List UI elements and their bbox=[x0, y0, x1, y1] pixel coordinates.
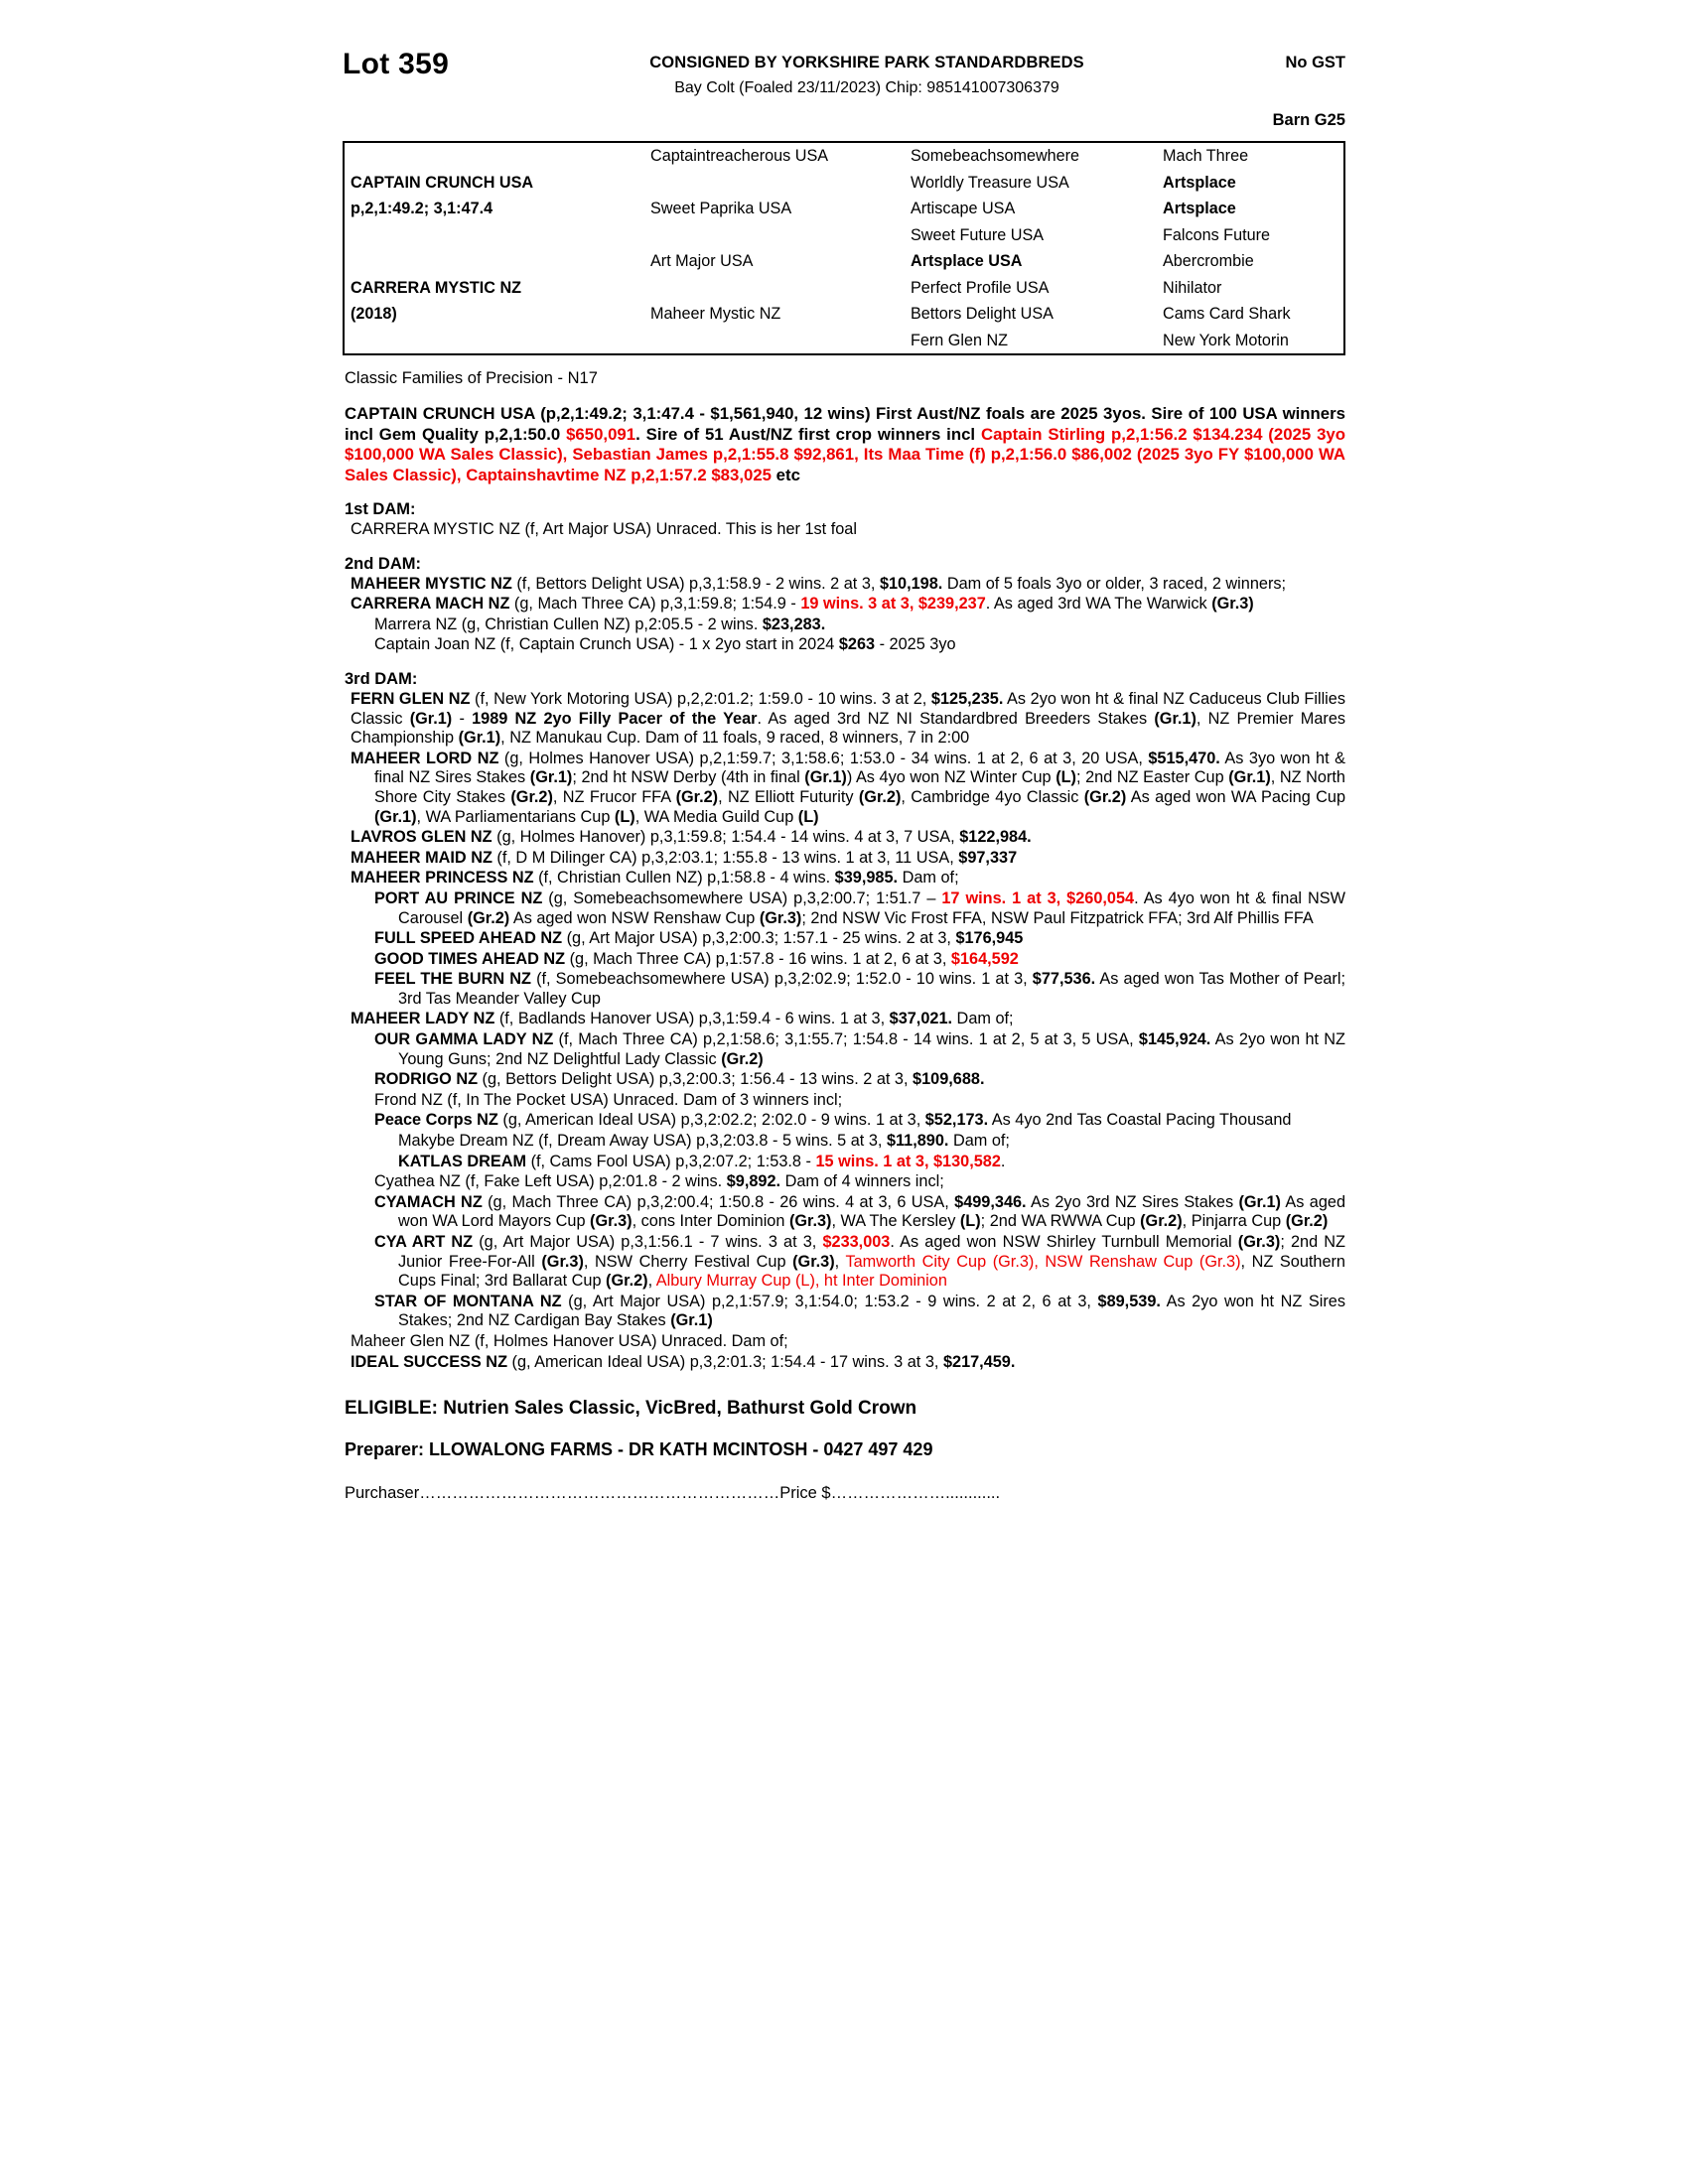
third-dam-entry-text: Makybe Dream NZ (f, Dream Away USA) p,3,2:03.8 - 5 wins. 5 at 3, $11,890. Dam of; bbox=[398, 1132, 1010, 1151]
third-dam-entry-text: (g, American Ideal USA) p,3,2:01.3; 1:54.4 - 17 wins. 3 at 3, $217,459. bbox=[507, 1352, 1016, 1371]
third-dam-entry-text: (f, New York Motoring USA) p,2,2:01.2; 1:59.0 - 10 wins. 3 at 2, $125,235. As 2yo won ht & final NZ Caduceus Club Fillies Classic (Gr.1) - 1989 NZ 2yo Filly Pacer of the Year. As aged 3rd NZ NI Standardbred Breeders Stakes (Gr.1), NZ Premier Mares Championship (Gr.1), NZ Manukau Cup. Dam of 11 foals, 9 raced, 8 winners, 7 in 2:00 bbox=[351, 689, 1346, 748]
pedigree-cell-gen4: Artsplace bbox=[1163, 200, 1236, 217]
pedigree-cell-gen1 bbox=[345, 248, 644, 275]
third-dam-entry-name: FEEL THE BURN NZ bbox=[374, 970, 531, 989]
third-dam-entry-text: (f, Badlands Hanover USA) p,3,1:59.4 - 6 wins. 1 at 3, $37,021. Dam of; bbox=[494, 1010, 1014, 1028]
third-dam-entry-text: (g, Art Major USA) p,3,1:56.1 - 7 wins. 3 at 3, bbox=[473, 1233, 823, 1251]
pedigree-cell-gen2: Captaintreacherous USA bbox=[650, 147, 829, 165]
pedigree-cell-gen2 bbox=[644, 328, 905, 354]
third-dam-entry-name: PORT AU PRINCE NZ bbox=[374, 888, 543, 907]
pedigree-cell-gen1: p,2,1:49.2; 3,1:47.4 bbox=[351, 200, 493, 217]
second-dam-entry-name: CARRERA MACH NZ bbox=[351, 595, 510, 614]
second-dam-entry-text: Captain Joan NZ (f, Captain Crunch USA) - 1 x 2yo start in 2024 $263 - 2025 3yo bbox=[374, 635, 956, 654]
third-dam-entry-text: Frond NZ (f, In The Pocket USA) Unraced. Dam of 3 winners incl; bbox=[374, 1090, 843, 1109]
third-dam-entry-text: (g, Art Major USA) p,3,2:00.3; 1:57.1 - 25 wins. 2 at 3, $176,945 bbox=[562, 929, 1024, 948]
third-dam-entry-name: CYAMACH NZ bbox=[374, 1192, 483, 1211]
third-dam-entry-text-2: . As 4yo won ht & final NSW Carousel (Gr.2) As aged won NSW Renshaw Cup (Gr.3); 2nd NSW Vic Frost FFA, NSW Paul Fitzpatrick FFA; 3rd Alf Phillis FFA bbox=[398, 888, 1345, 927]
second-dam-entry-highlight: 19 wins. 3 at 3, $239,237 bbox=[800, 595, 986, 614]
third-dam-entry-text: (f, Cams Fool USA) p,3,2:07.2; 1:53.8 - bbox=[526, 1152, 816, 1170]
pedigree-row bbox=[345, 328, 1381, 354]
sire-paragraph bbox=[343, 404, 1345, 485]
third-dam-entry-text-2: . bbox=[1000, 1152, 1006, 1170]
gst-status: No GST bbox=[1285, 54, 1345, 71]
third-dam-entry-name: FULL SPEED AHEAD NZ bbox=[374, 929, 563, 948]
pedigree-cell-gen3: Artsplace USA bbox=[911, 252, 1023, 270]
third-dam-entry-name: MAHEER LORD NZ bbox=[351, 749, 499, 767]
sire-text-1: CAPTAIN CRUNCH USA (p,2,1:49.2; 3,1:47.4 - $1,561,940, 12 wins) First Aust/NZ foals are 2025 3yos. Sire of 100 USA winners incl Gem Quality p,2,1:50.0 bbox=[345, 404, 1345, 444]
pedigree-cell-gen4: Artsplace bbox=[1163, 173, 1236, 192]
second-dam-heading: 2nd DAM: bbox=[345, 554, 421, 573]
pedigree-row bbox=[345, 275, 1381, 302]
third-dam-entry-text: (f, D M Dilinger CA) p,3,2:03.1; 1:55.8 - 13 wins. 1 at 3, 11 USA, $97,337 bbox=[492, 848, 1018, 867]
third-dam-entry bbox=[343, 1293, 1345, 1331]
third-dam-entry bbox=[343, 1010, 1345, 1029]
pedigree-cell-gen2 bbox=[644, 170, 905, 197]
pedigree-cell-gen3: Worldly Treasure USA bbox=[911, 173, 1069, 192]
pedigree-cell-gen4: Abercrombie bbox=[1163, 252, 1254, 270]
third-dam-entry bbox=[343, 1153, 1345, 1172]
horse-description: Bay Colt (Foaled 23/11/2023) Chip: 985141007306379 bbox=[674, 79, 1059, 96]
third-dam-entry-highlight-3: Albury Murray Cup (L), ht Inter Dominion bbox=[655, 1272, 947, 1291]
third-dam-entry-text: (f, Mach Three CA) p,2,1:58.6; 3,1:55.7; 1:54.8 - 14 wins. 1 at 2, 5 at 3, 5 USA, $145,924. As 2yo won ht NZ Young Guns; 2nd NZ Delightful Lady Classic (Gr.2) bbox=[398, 1030, 1345, 1068]
third-dam-entries bbox=[343, 690, 1345, 1372]
third-dam-entry-text: (g, Mach Three CA) p,3,2:00.4; 1:50.8 - 26 wins. 4 at 3, 6 USA, $499,346. As 2yo 3rd NZ Sires Stakes (Gr.1) As aged won WA Lord Mayors Cup (Gr.3), cons Inter Dominion (Gr.3), WA The Kersley (L); 2nd WA RWWA Cup (Gr.2), Pinjarra Cup (Gr.2) bbox=[398, 1192, 1345, 1231]
third-dam-entry bbox=[343, 970, 1345, 1009]
third-dam-entry-highlight: 17 wins. 1 at 3, $260,054 bbox=[941, 888, 1135, 907]
preparer-line: Preparer: LLOWALONG FARMS - DR KATH MCINTOSH - 0427 497 429 bbox=[345, 1439, 933, 1460]
third-dam-entry-text-2: . As aged won NSW Shirley Turnbull Memorial (Gr.3); 2nd NZ Junior Free-For-All (Gr.3), NSW Cherry Festival Cup (Gr.3), bbox=[398, 1233, 1345, 1271]
second-dam-entry-text: (g, Mach Three CA) p,3,1:59.8; 1:54.9 - bbox=[509, 595, 801, 614]
pedigree-cell-gen2: Maheer Mystic NZ bbox=[650, 305, 781, 323]
pedigree-cell-gen1 bbox=[345, 143, 644, 170]
second-dam-entries bbox=[343, 575, 1345, 655]
pedigree-cell-gen1 bbox=[345, 222, 644, 249]
pedigree-row bbox=[345, 143, 1381, 170]
third-dam-entry bbox=[343, 1233, 1345, 1292]
pedigree-cell-gen3: Sweet Future USA bbox=[911, 225, 1045, 244]
pedigree-cell-gen1 bbox=[345, 328, 644, 354]
pedigree-cell-gen4: Falcons Future bbox=[1163, 225, 1270, 244]
pedigree-cell-gen3: Artiscape USA bbox=[911, 200, 1016, 217]
sire-highlight-2: Captain Stirling p,2,1:56.2 $134.234 (2025 3yo $100,000 WA Sales Classic), Sebastian James p,2,1:55.8 $92,861, Its Maa Time (f) p,2,1:56.0 $86,002 (2025 3yo FY $100,000 WA Sales Classic), Captainshavtime NZ p,2,1:57.2 $83,025 bbox=[345, 424, 1345, 484]
third-dam-entry-name: RODRIGO NZ bbox=[374, 1070, 479, 1089]
family-line: Classic Families of Precision - N17 bbox=[345, 369, 598, 387]
third-dam-entry bbox=[343, 750, 1345, 827]
second-dam-entry-text-2: . As aged 3rd WA The Warwick (Gr.3) bbox=[985, 595, 1254, 614]
second-dam-entry bbox=[343, 615, 1345, 635]
third-dam-entry-text: Cyathea NZ (f, Fake Left USA) p,2:01.8 - 2 wins. $9,892. Dam of 4 winners incl; bbox=[374, 1172, 944, 1191]
third-dam-entry-text: (f, Christian Cullen NZ) p,1:58.8 - 4 wins. $39,985. Dam of; bbox=[533, 869, 959, 887]
second-dam-entry-text: (f, Bettors Delight USA) p,3,1:58.9 - 2 wins. 2 at 3, $10,198. Dam of 5 foals 3yo or older, 3 raced, 2 winners; bbox=[511, 574, 1287, 593]
purchaser-dots: ………………………………………………………… bbox=[419, 1484, 780, 1503]
third-dam-entry bbox=[343, 1030, 1345, 1069]
page-header bbox=[343, 40, 1345, 135]
pedigree-row bbox=[345, 248, 1381, 275]
price-label: Price $ bbox=[779, 1484, 831, 1503]
third-dam-entry bbox=[343, 1353, 1345, 1373]
third-dam-entry-text: (g, Somebeachsomewhere USA) p,3,2:00.7; 1:51.7 – bbox=[542, 888, 942, 907]
third-dam-entry-highlight: $233,003 bbox=[822, 1233, 891, 1251]
third-dam-entry-name: IDEAL SUCCESS NZ bbox=[351, 1352, 508, 1371]
barn-number: Barn G25 bbox=[1272, 111, 1345, 129]
third-dam-entry-name: LAVROS GLEN NZ bbox=[351, 828, 492, 847]
third-dam-entry bbox=[343, 889, 1345, 928]
third-dam-entry-name: Peace Corps NZ bbox=[374, 1111, 498, 1130]
third-dam-entry bbox=[343, 1091, 1345, 1111]
third-dam-entry-text: (g, Art Major USA) p,2,1:57.9; 3,1:54.0; 1:53.2 - 9 wins. 2 at 2, 6 at 3, $89,539. As 2yo won ht NZ Sires Stakes; 2nd NZ Cardigan Bay Stakes (Gr.1) bbox=[398, 1292, 1345, 1330]
purchaser-line bbox=[343, 1484, 1345, 1503]
price-dots: …………………............ bbox=[830, 1484, 1001, 1503]
third-dam-heading: 3rd DAM: bbox=[345, 669, 418, 688]
lot-number: Lot 359 bbox=[343, 48, 450, 80]
first-dam-heading: 1st DAM: bbox=[345, 500, 416, 518]
pedigree-cell-gen3: Somebeachsomewhere bbox=[911, 147, 1080, 165]
third-dam-entry-name: FERN GLEN NZ bbox=[351, 689, 471, 708]
third-dam-entry bbox=[343, 1111, 1345, 1131]
second-dam-entry bbox=[343, 595, 1345, 614]
second-dam-entry bbox=[343, 575, 1345, 595]
pedigree-cell-gen1: (2018) bbox=[351, 305, 397, 323]
pedigree-cell-gen3: Bettors Delight USA bbox=[911, 305, 1054, 323]
pedigree-table bbox=[343, 141, 1345, 355]
pedigree-row bbox=[345, 170, 1381, 197]
first-dam-text: CARRERA MYSTIC NZ (f, Art Major USA) Unraced. This is her 1st foal bbox=[351, 520, 857, 538]
third-dam-entry-name: STAR OF MONTANA NZ bbox=[374, 1292, 562, 1310]
third-dam-entry bbox=[343, 1332, 1345, 1352]
third-dam-entry-text: Maheer Glen NZ (f, Holmes Hanover USA) Unraced. Dam of; bbox=[351, 1331, 788, 1350]
third-dam-entry-name: OUR GAMMA LADY NZ bbox=[374, 1030, 554, 1049]
third-dam-entry-highlight: $164,592 bbox=[950, 949, 1019, 968]
sire-highlight-1: $650,091 bbox=[566, 424, 636, 444]
third-dam-entry bbox=[343, 690, 1345, 749]
third-dam-entry-name: CYA ART NZ bbox=[374, 1233, 474, 1251]
third-dam-entry bbox=[343, 1172, 1345, 1192]
third-dam-entry-text: (g, American Ideal USA) p,3,2:02.2; 2:02.0 - 9 wins. 1 at 3, $52,173. As 4yo 2nd Tas Coastal Pacing Thousand bbox=[497, 1111, 1292, 1130]
pedigree-cell-gen1: CAPTAIN CRUNCH USA bbox=[351, 173, 534, 192]
third-dam-entry bbox=[343, 1070, 1345, 1090]
pedigree-cell-gen2: Art Major USA bbox=[650, 252, 754, 270]
pedigree-cell-gen3: Perfect Profile USA bbox=[911, 278, 1050, 297]
third-dam-entry-name: MAHEER PRINCESS NZ bbox=[351, 869, 534, 887]
second-dam-entry-text: Marrera NZ (g, Christian Cullen NZ) p,2:05.5 - 2 wins. $23,283. bbox=[374, 614, 826, 633]
purchaser-label: Purchaser bbox=[345, 1484, 420, 1503]
third-dam-entry bbox=[343, 929, 1345, 949]
pedigree-cell-gen4: New York Motorin bbox=[1163, 331, 1289, 349]
pedigree-cell-gen4: Cams Card Shark bbox=[1163, 305, 1291, 323]
third-dam-entry-name: GOOD TIMES AHEAD NZ bbox=[374, 949, 566, 968]
pedigree-row bbox=[345, 222, 1381, 249]
third-dam-entry bbox=[343, 1193, 1345, 1232]
third-dam-entry-highlight-2: Tamworth City Cup (Gr.3), NSW Renshaw Cup (Gr.3) bbox=[845, 1252, 1241, 1271]
third-dam-entry bbox=[343, 869, 1345, 888]
third-dam-entry-name: MAHEER MAID NZ bbox=[351, 848, 492, 867]
pedigree-cell-gen4: Nihilator bbox=[1163, 278, 1222, 297]
third-dam-entry-name: KATLAS DREAM bbox=[398, 1152, 527, 1170]
third-dam-entry-name: MAHEER LADY NZ bbox=[351, 1010, 495, 1028]
pedigree-cell-gen2: Sweet Paprika USA bbox=[650, 200, 792, 217]
sire-text-2: . Sire of 51 Aust/NZ first crop winners incl bbox=[635, 424, 981, 444]
third-dam-entry-highlight: 15 wins. 1 at 3, $130,582 bbox=[815, 1152, 1001, 1170]
third-dam-entry-text: (g, Holmes Hanover) p,3,1:59.8; 1:54.4 - 14 wins. 4 at 3, 7 USA, $122,984. bbox=[492, 828, 1032, 847]
third-dam-entry-text: (g, Bettors Delight USA) p,3,2:00.3; 1:56.4 - 13 wins. 2 at 3, $109,688. bbox=[478, 1070, 985, 1089]
third-dam-entry bbox=[343, 1132, 1345, 1152]
pedigree-row bbox=[345, 196, 1381, 222]
second-dam-entry bbox=[343, 635, 1345, 655]
third-dam-entry bbox=[343, 828, 1345, 848]
third-dam-entry-text: (g, Holmes Hanover USA) p,2,1:59.7; 3,1:58.6; 1:53.0 - 34 wins. 1 at 2, 6 at 3, 20 USA, $515,470. As 3yo won ht & final NZ Sires Stakes (Gr.1); 2nd ht NSW Derby (4th in final (Gr.1)) As 4yo won NZ Winter Cup (L); 2nd NZ Easter Cup (Gr.1), NZ North Shore City Stakes (Gr.2), NZ Frucor FFA (Gr.2), NZ Elliott Futurity (Gr.2), Cambridge 4yo Classic (Gr.2) As aged won WA Pacing Cup (Gr.1), WA Parliamentarians Cup (L), WA Media Guild Cup (L) bbox=[374, 749, 1345, 826]
eligible-line: ELIGIBLE: Nutrien Sales Classic, VicBred, Bathurst Gold Crown bbox=[345, 1398, 917, 1420]
pedigree-cell-gen2 bbox=[644, 275, 905, 302]
pedigree-cell-gen3: Fern Glen NZ bbox=[911, 331, 1009, 349]
pedigree-cell-gen4: Mach Three bbox=[1163, 147, 1249, 165]
catalogue-page-content bbox=[343, 40, 1345, 1503]
third-dam-entry-text: (f, Somebeachsomewhere USA) p,3,2:02.9; 1:52.0 - 10 wins. 1 at 3, $77,536. As aged won Tas Mother of Pearl; 3rd Tas Meander Valley Cup bbox=[398, 970, 1345, 1008]
third-dam-entry-text-3: , NZ Southern Cups Final; 3rd Ballarat Cup (Gr.2), bbox=[398, 1252, 1345, 1291]
consignor-line: CONSIGNED BY YORKSHIRE PARK STANDARDBREDS bbox=[649, 54, 1084, 71]
pedigree-cell-gen2 bbox=[644, 222, 905, 249]
third-dam-entry bbox=[343, 950, 1345, 970]
third-dam-entry bbox=[343, 849, 1345, 869]
pedigree-cell-gen1: CARRERA MYSTIC NZ bbox=[351, 278, 522, 297]
second-dam-entry-name: MAHEER MYSTIC NZ bbox=[351, 574, 512, 593]
pedigree-row bbox=[345, 301, 1381, 328]
third-dam-entry-text: (g, Mach Three CA) p,1:57.8 - 16 wins. 1 at 2, 6 at 3, bbox=[565, 949, 951, 968]
sire-text-3: etc bbox=[772, 465, 800, 484]
